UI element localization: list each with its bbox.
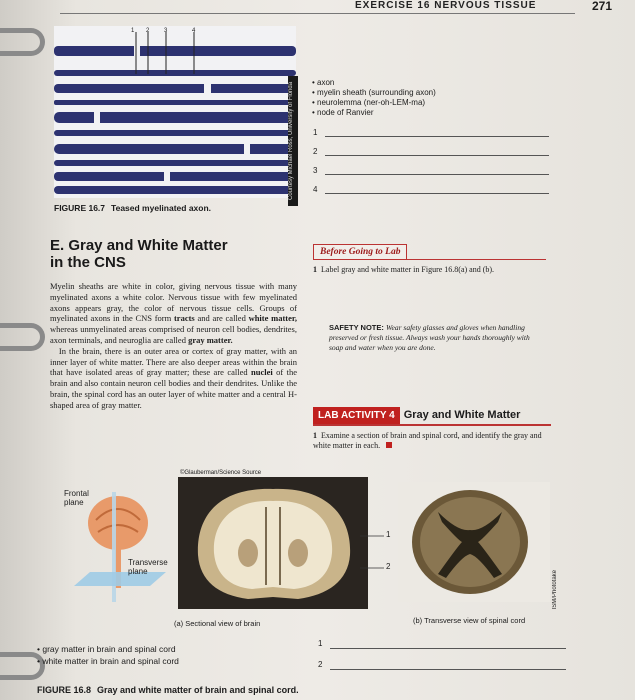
answer-blank[interactable]: 1	[318, 639, 566, 651]
figure-caption: FIGURE 16.8 Gray and white matter of brain and spinal cord.	[37, 685, 299, 695]
brain-section-photo	[178, 477, 368, 609]
section-title: E. Gray and White Matter in the CNS	[50, 237, 228, 271]
teased-axon-micrograph	[54, 26, 296, 198]
running-header: EXERCISE 16 NERVOUS TISSUE	[355, 0, 537, 11]
frontal-plane-label: Frontal plane	[64, 489, 89, 507]
figure-caption: FIGURE 16.7 Teased myelinated axon.	[54, 203, 212, 213]
term-item: • myelin sheath (surrounding axon)	[312, 88, 436, 98]
safety-note: SAFETY NOTE: Wear safety glasses and gloves when handling preserved or fresh tissue. Always wash your hands thoroughly with soap and water when you are done.	[329, 323, 530, 352]
answer-blank[interactable]: 1	[313, 128, 549, 147]
micrograph-number: 2	[146, 28, 150, 34]
answer-blank[interactable]: 3	[313, 166, 549, 185]
term-item: • axon	[312, 78, 436, 88]
transverse-plane-label: Transverse plane	[128, 558, 168, 576]
leader-number: 2	[386, 562, 391, 571]
brain-plane-diagram	[70, 488, 180, 616]
lab-activity: LAB ACTIVITY 4 Gray and White Matter 1 Examine a section of brain and spinal cord, and identify the gray and white matter in each.	[313, 405, 551, 451]
lab-activity-badge: LAB ACTIVITY 4	[313, 407, 400, 424]
term-item: • node of Ranvier	[312, 108, 436, 118]
micrograph-number: 4	[192, 28, 196, 34]
term-list	[312, 78, 436, 118]
photo-credit: ISM/Phototake	[552, 570, 558, 610]
before-lab-tab: Before Going to Lab	[313, 244, 407, 259]
micrograph-number: 3	[164, 28, 168, 34]
term-list	[37, 643, 179, 667]
header-rule	[60, 13, 575, 14]
term-item: • gray matter in brain and spinal cord	[37, 643, 179, 655]
page-number: 271	[592, 0, 613, 13]
before-lab-box: Before Going to Lab 1 Label gray and white matter in Figure 16.8(a) and (b).	[313, 241, 546, 274]
subfigure-caption: (a) Sectional view of brain	[174, 619, 261, 628]
subfigure-caption: (b) Transverse view of spinal cord	[413, 616, 526, 625]
answer-blank[interactable]: 2	[318, 660, 566, 672]
answer-blanks	[313, 128, 549, 204]
binder-ring	[0, 323, 45, 351]
section-body: Myelin sheaths are white in color, giving nervous tissue with many myelinated axons a white color. Nervous tissue with few myelinated axons appears gray, the color of nervous tissue cells. Groups of myelinated axons in the CNS form tracts and are called white matter, whereas unmyelinated areas comprised of neuron cell bodies, dendrites, axon terminals, and neuroglia are called gray matter. In the brain, there is an outer area or cortex of gray matter, with an inner layer of white matter. There are also deeper areas within the brain that have isolated areas of gray matter; these are called nuclei of the brain and also contain neuron cell bodies and their dendrites. Unlike the brain, the spinal cord has an outer layer of white matter and a central H-shaped area of gray matter.	[50, 281, 298, 410]
spinal-cord-photo	[398, 482, 550, 602]
lab-activity-title: Gray and White Matter	[403, 409, 521, 421]
leader-number: 1	[386, 530, 391, 539]
leader-lines	[360, 528, 410, 578]
binder-ring	[0, 28, 45, 56]
photo-credit: ©Glauberman/Science Source	[180, 470, 262, 476]
term-item: • white matter in brain and spinal cord	[37, 655, 179, 667]
answer-blank[interactable]: 2	[313, 147, 549, 166]
term-item: • neurolemma (ner-oh-LEM-ma)	[312, 98, 436, 108]
photo-credit: Courtesy Michael Ross, University of Florida	[288, 76, 298, 206]
micrograph-number: 1	[131, 28, 135, 34]
answer-blank[interactable]: 4	[313, 185, 549, 204]
